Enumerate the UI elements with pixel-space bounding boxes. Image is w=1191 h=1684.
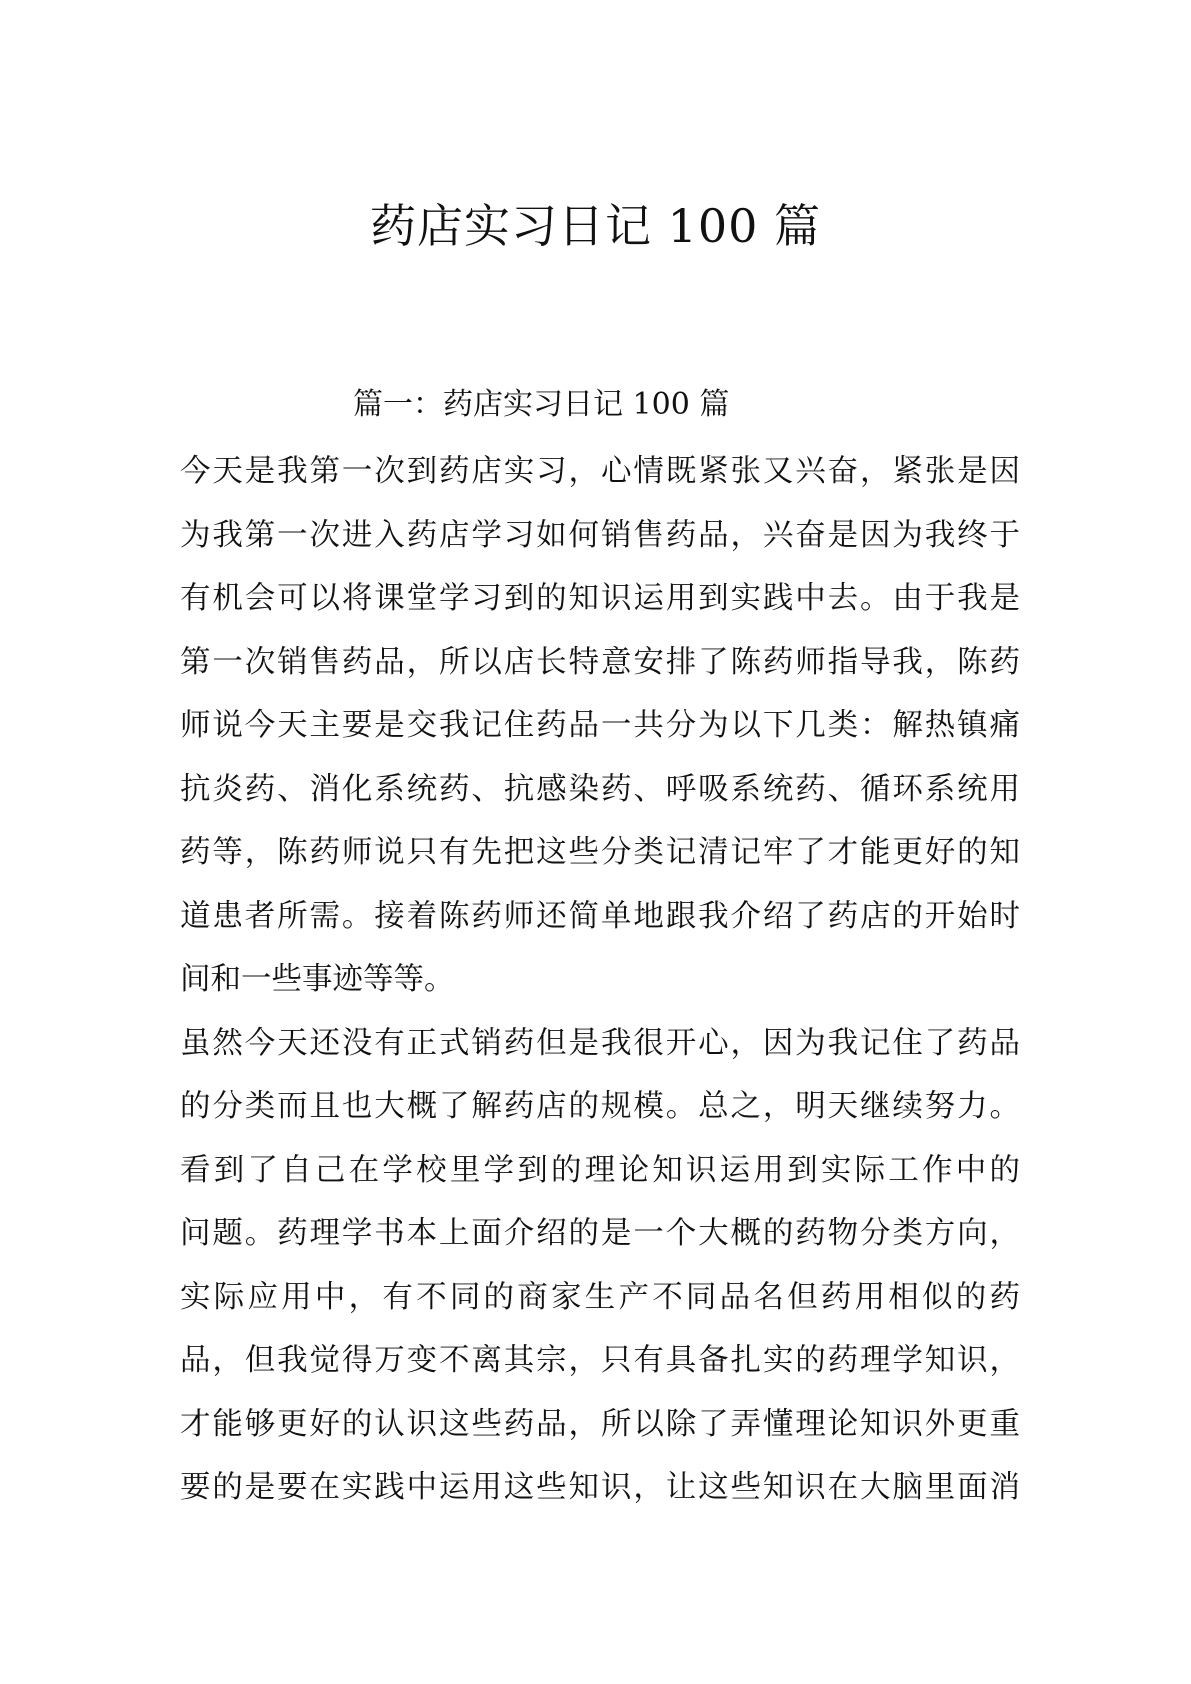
text-line: 的分类而且也大概了解药店的规模。总之，明天继续努力。 <box>180 1089 1020 1124</box>
text-line: 有机会可以将课堂学习到的知识运用到实践中去。由于我是 <box>180 581 1020 616</box>
text-line: 抗炎药、消化系统药、抗感染药、呼吸系统药、循环系统用 <box>180 771 1020 807</box>
body-text <box>180 440 1020 1520</box>
text-line: 道患者所需。接着陈药师还简单地跟我介绍了药店的开始时 <box>180 898 1020 934</box>
text-line: 要的是要在实践中运用这些知识，让这些知识在大脑里面消 <box>180 1470 1020 1505</box>
text-line: 才能够更好的认识这些药品，所以除了弄懂理论知识外更重 <box>180 1406 1020 1442</box>
text-line: 间和一些事迹等等。 <box>180 962 455 997</box>
text-line: 问题。药理学书本上面介绍的是一个大概的药物分类方向， <box>180 1216 1020 1251</box>
document-title: 药店实习日记 100 篇 <box>369 199 822 253</box>
text-line: 师说今天主要是交我记住药品一共分为以下几类：解热镇痛 <box>180 708 1020 743</box>
text-line: 看到了自己在学校里学到的理论知识运用到实际工作中的 <box>180 1152 1020 1188</box>
text-line: 为我第一次进入药店学习如何销售药品，兴奋是因为我终于 <box>180 517 1020 553</box>
text-line: 第一次销售药品，所以店长特意安排了陈药师指导我，陈药 <box>180 644 1020 680</box>
text-line: 实际应用中，有不同的商家生产不同品名但药用相似的药 <box>180 1279 1020 1315</box>
section-heading: 篇一：药店实习日记 100 篇 <box>353 387 730 422</box>
text-line: 品，但我觉得万变不离其宗，只有具备扎实的药理学知识， <box>180 1343 1020 1378</box>
text-line: 虽然今天还没有正式销药但是我很开心，因为我记住了药品 <box>180 1025 1020 1061</box>
text-line: 药等，陈药师说只有先把这些分类记清记牢了才能更好的知 <box>180 835 1020 870</box>
text-line: 今天是我第一次到药店实习，心情既紧张又兴奋，紧张是因 <box>180 454 1020 489</box>
